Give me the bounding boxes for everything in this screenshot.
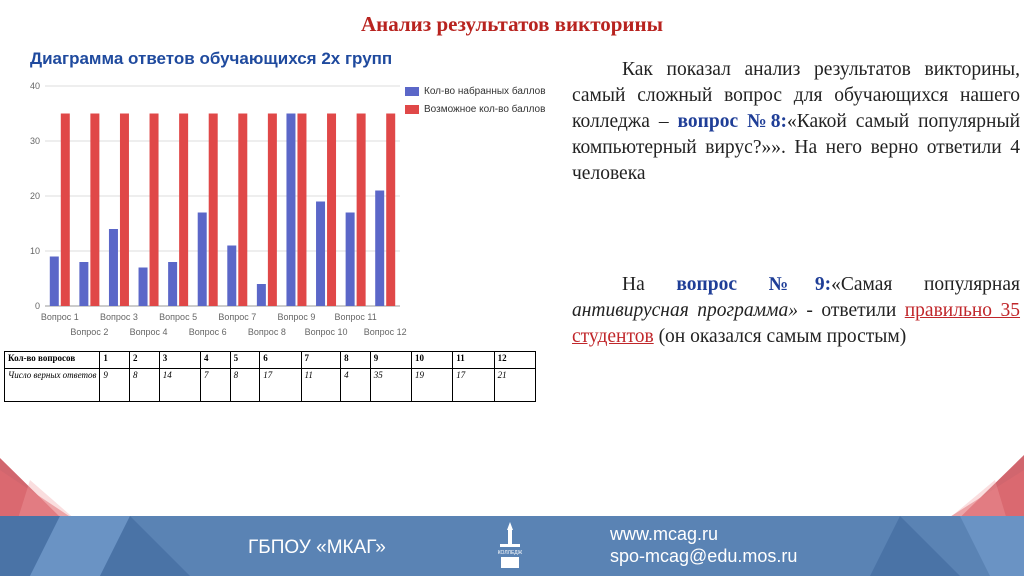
- x-tick-label: Вопрос 4: [129, 327, 168, 337]
- legend-label: Возможное кол-во баллов: [424, 103, 546, 115]
- bar-possible: [150, 114, 159, 307]
- table-cell: 12: [494, 352, 535, 369]
- bar-possible: [268, 114, 277, 307]
- footer-site-link[interactable]: www.mcag.ru: [610, 524, 719, 544]
- x-tick-label: Вопрос 12: [363, 327, 407, 337]
- bar-possible: [120, 114, 129, 307]
- bar-possible: [238, 114, 247, 307]
- x-tick-label: Вопрос 3: [100, 312, 138, 322]
- y-tick-label: 10: [29, 246, 40, 256]
- table-cell: 10: [412, 352, 453, 369]
- table-row: [5, 352, 536, 369]
- table-cell: 8: [130, 369, 160, 402]
- bar-scored: [346, 213, 355, 307]
- y-tick-label: 20: [29, 191, 40, 201]
- para2-tail: (он оказался самым простым): [653, 326, 907, 347]
- slide-title: Анализ результатов викторины: [360, 12, 664, 36]
- chart-legend: [405, 82, 546, 118]
- bar-possible: [327, 114, 336, 307]
- x-tick-label: Вопрос 11: [334, 312, 377, 322]
- x-tick-label: Вопрос 1: [40, 312, 79, 322]
- table-cell: 9: [370, 352, 411, 369]
- legend-swatch-blue: [405, 87, 419, 96]
- para2-italic: антивирусная программа»: [572, 300, 798, 321]
- bar-possible: [179, 114, 188, 307]
- table-cell: 2: [130, 352, 160, 369]
- table-cell: 7: [200, 369, 230, 402]
- bar-scored: [50, 257, 59, 307]
- table-cell: 1: [100, 352, 130, 369]
- question-9-highlight: вопрос №9:: [676, 274, 832, 295]
- bar-possible: [61, 114, 70, 307]
- table-cell: 5: [230, 352, 260, 369]
- bar-scored: [286, 114, 295, 307]
- svg-text:КОЛЛЕДЖ: КОЛЛЕДЖ: [497, 550, 523, 556]
- question-8-highlight: вопрос №8:: [677, 111, 787, 132]
- bar-scored: [168, 262, 177, 306]
- x-tick-label: Вопрос 5: [159, 312, 198, 322]
- x-tick-label: Вопрос 6: [188, 327, 227, 337]
- legend-item-scored: [405, 82, 546, 100]
- bar-possible: [209, 114, 218, 307]
- legend-swatch-red: [405, 105, 419, 114]
- table-cell: 8: [341, 352, 371, 369]
- bar-possible: [357, 114, 366, 307]
- table-cell: 3: [159, 352, 200, 369]
- table-cell: 4: [200, 352, 230, 369]
- x-tick-label: Вопрос 10: [304, 327, 348, 337]
- bar-scored: [198, 213, 207, 307]
- para1-text: Как показал анализ результатов викторины, самый сложный вопрос для обучающихся нашего колледжа –: [572, 59, 1020, 132]
- bar-possible: [90, 114, 99, 307]
- analysis-paragraph-1: [572, 57, 1020, 187]
- x-tick-label: Вопрос 8: [247, 327, 286, 337]
- x-tick-label: Вопрос 2: [70, 327, 109, 337]
- para2-dash: - ответили: [797, 300, 897, 321]
- table-cell: 8: [230, 369, 260, 402]
- bar-scored: [316, 202, 325, 307]
- table-cell: 21: [494, 369, 535, 402]
- table-cell: 6: [260, 352, 301, 369]
- y-tick-label: 40: [29, 81, 40, 91]
- table-cell: 11: [453, 352, 494, 369]
- table-cell: 4: [341, 369, 371, 402]
- table-cell: 9: [100, 369, 130, 402]
- table-cell: 19: [412, 369, 453, 402]
- footer-contacts: [610, 523, 797, 567]
- x-tick-label: Вопрос 9: [277, 312, 316, 322]
- bar-scored: [79, 262, 88, 306]
- correct-count-highlight: правильно 35 студентов: [572, 300, 1021, 347]
- table-cell: 14: [159, 369, 200, 402]
- bar-scored: [227, 246, 236, 307]
- college-logo-icon: [496, 520, 524, 572]
- analysis-paragraph-2: [572, 272, 1020, 350]
- footer-org: ГБПОУ «МКАГ»: [248, 537, 386, 558]
- para1-question: «Какой самый популярный компьютерный вирус?»». На него верно ответили 4 человека: [572, 111, 1021, 184]
- table-row: [5, 369, 536, 402]
- table-cell: 17: [260, 369, 301, 402]
- para2-question: «Самая популярная: [831, 274, 1020, 295]
- footer-email-link[interactable]: spo-mcag@edu.mos.ru: [610, 546, 798, 566]
- bar-scored: [257, 284, 266, 306]
- table-header-cell: Кол-во вопросов: [5, 352, 100, 369]
- chart-title: Диаграмма ответов обучающихся 2х групп: [30, 49, 393, 68]
- y-tick-label: 30: [29, 136, 40, 146]
- legend-label: Кол-во набранных баллов: [424, 85, 546, 97]
- table-cell: 7: [301, 352, 341, 369]
- table-cell: 35: [370, 369, 411, 402]
- bar-scored: [139, 268, 148, 307]
- legend-item-possible: [405, 100, 546, 118]
- para2-text: На: [622, 274, 645, 295]
- bar-possible: [297, 114, 306, 307]
- bar-scored: [375, 191, 384, 307]
- bar-scored: [109, 229, 118, 306]
- table-cell: 17: [453, 369, 494, 402]
- x-tick-label: Вопрос 7: [218, 312, 257, 322]
- y-tick-label: 0: [34, 301, 40, 311]
- table-cell: 11: [301, 369, 341, 402]
- table-header-cell: Число верных ответов: [5, 369, 100, 402]
- bar-possible: [386, 114, 395, 307]
- results-table: [4, 351, 536, 402]
